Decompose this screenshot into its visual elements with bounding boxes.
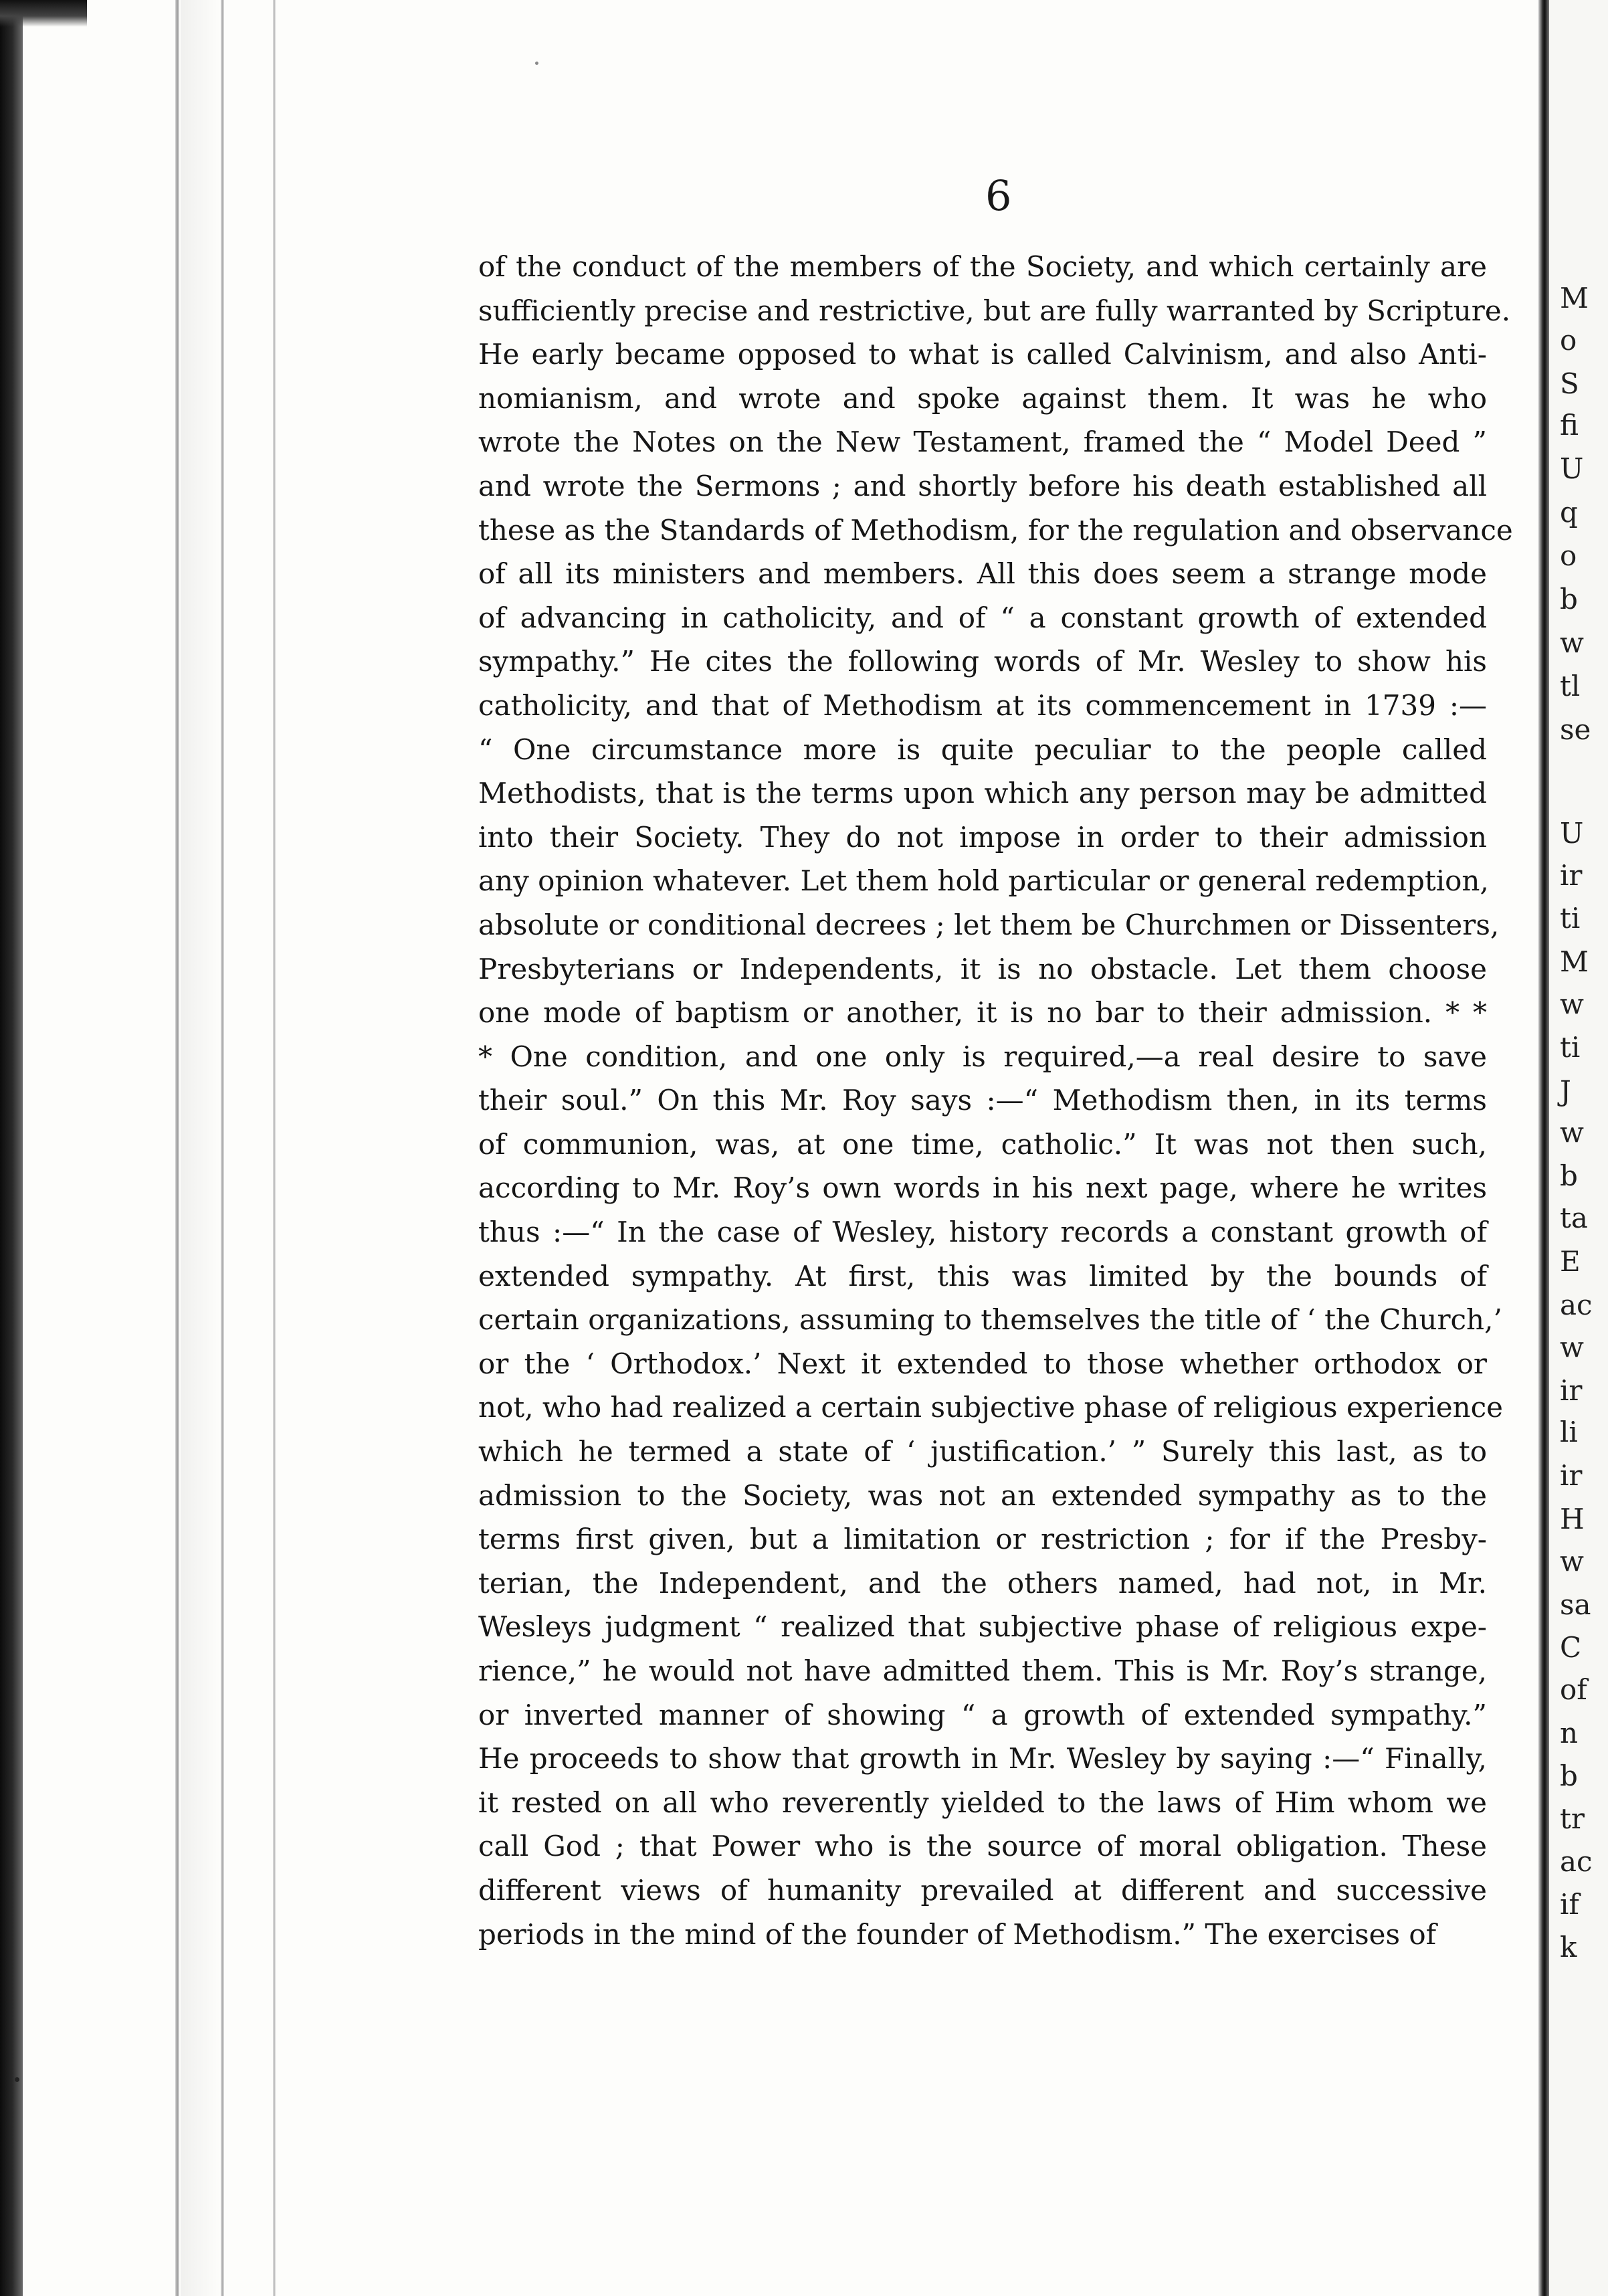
text-line: these as the Standards of Methodism, for the regulation and observance — [478, 513, 1513, 547]
adjacent-page-letter: ir — [1560, 1374, 1583, 1407]
adjacent-page-letter: ac — [1560, 1288, 1593, 1321]
adjacent-page-letter: w — [1560, 626, 1584, 659]
adjacent-page-letter: ti — [1560, 902, 1581, 935]
adjacent-page-letter: b — [1560, 1159, 1578, 1192]
text-line: and wrote the Sermons ; and shortly before his death established all — [478, 469, 1487, 502]
text-line: which he termed a state of ‘ justification.’ ” Surely this last, as to — [478, 1435, 1487, 1468]
text-line: admission to the Society, was not an extended sympathy as to the — [478, 1478, 1487, 1512]
adjacent-page-letter: n — [1560, 1717, 1579, 1749]
text-line: of communion, was, at one time, catholic.” It was not then such, — [478, 1127, 1487, 1161]
dust-speck — [535, 62, 538, 65]
text-line: any opinion whatever. Let them hold particular or general redemption, — [478, 864, 1489, 898]
adjacent-page-letter: H — [1560, 1503, 1585, 1535]
adjacent-page-letter: b — [1560, 1759, 1578, 1792]
adjacent-page-letter: S — [1560, 367, 1579, 400]
adjacent-page-letter: tr — [1560, 1802, 1585, 1835]
adjacent-page-letter: fi — [1560, 409, 1579, 442]
text-line: according to Mr. Roy’s own words in his next page, where he writes — [478, 1171, 1487, 1205]
adjacent-page-letter: tl — [1560, 670, 1581, 702]
text-line: or inverted manner of showing “ a growth of extended sympathy.” — [478, 1698, 1487, 1731]
adjacent-page-letter: if — [1560, 1888, 1579, 1921]
adjacent-page-letter: k — [1560, 1931, 1577, 1964]
text-line: “ One circumstance more is quite peculiar to the people called — [478, 733, 1487, 766]
text-line: not, who had realized a certain subjective phase of religious experience — [478, 1391, 1504, 1424]
book-binding-gutter — [1538, 0, 1549, 2296]
adjacent-page-letter: o — [1560, 539, 1577, 572]
text-line: their soul.” On this Mr. Roy says :—“ Methodism then, in its terms — [478, 1084, 1487, 1117]
adjacent-page-letter: M — [1560, 282, 1589, 314]
scan-left-border — [0, 0, 23, 2296]
text-line: terian, the Independent, and the others named, had not, in Mr. — [478, 1566, 1487, 1600]
adjacent-page-letter: w — [1560, 987, 1584, 1020]
text-line: sufficiently precise and restrictive, but are fully warranted by Scripture. — [478, 294, 1511, 327]
text-line: sympathy.” He cites the following words of Mr. Wesley to show his — [478, 645, 1487, 678]
adjacent-page-letter: o — [1560, 324, 1577, 357]
text-line: absolute or conditional decrees ; let them be Churchmen or Dissenters, — [478, 908, 1500, 941]
adjacent-page-letter: ac — [1560, 1845, 1593, 1878]
text-line: into their Society. They do not impose in order to their admission — [478, 820, 1487, 854]
adjacent-page-letter: q — [1560, 496, 1578, 529]
text-line: Presbyterians or Independents, it is no obstacle. Let them choose — [478, 952, 1487, 985]
page-number: 6 — [985, 171, 1012, 220]
body-text — [478, 245, 1513, 1956]
text-line: nomianism, and wrote and spoke against them. It was he who — [478, 381, 1487, 415]
adjacent-page-letter: M — [1560, 945, 1589, 978]
text-line: thus :—“ In the case of Wesley, history records a constant growth of — [478, 1216, 1487, 1249]
text-line: He early became opposed to what is called Calvinism, and also Anti- — [478, 338, 1487, 371]
text-line: of advancing in catholicity, and of “ a constant growth of extended — [478, 601, 1487, 634]
adjacent-page-letter: ir — [1560, 859, 1583, 892]
stacked-page-edge-1 — [175, 0, 179, 2296]
adjacent-page-letter: J — [1560, 1074, 1571, 1107]
text-line: it rested on all who reverently yielded to the laws of Him whom we — [478, 1786, 1487, 1819]
adjacent-page-letter: C — [1560, 1631, 1582, 1664]
text-line: call God ; that Power who is the source of moral obligation. These — [478, 1830, 1487, 1863]
text-line: Wesleys judgment “ realized that subjective phase of religious expe- — [478, 1610, 1487, 1644]
adjacent-page-letter: ir — [1560, 1459, 1583, 1492]
adjacent-page-letter: w — [1560, 1545, 1584, 1577]
text-line: of all its ministers and members. All this does seem a strange mode — [478, 557, 1487, 591]
text-line: periods in the mind of the founder of Methodism.” The exercises of — [478, 1917, 1437, 1951]
adjacent-page-letter: ti — [1560, 1031, 1581, 1064]
text-line: terms first given, but a limitation or restriction ; for if the Presby- — [478, 1523, 1487, 1556]
text-line: one mode of baptism or another, it is no bar to their admission. * * — [478, 996, 1487, 1030]
adjacent-page-letter: li — [1560, 1416, 1578, 1448]
text-line: catholicity, and that of Methodism at its commencement in 1739 :— — [478, 688, 1487, 722]
adjacent-page-letter: ta — [1560, 1202, 1588, 1234]
adjacent-page-letter: of — [1560, 1673, 1587, 1706]
adjacent-page-letter: sa — [1560, 1588, 1591, 1621]
adjacent-page-fragment — [1549, 0, 1608, 2296]
adjacent-page-letter: w — [1560, 1331, 1584, 1363]
adjacent-page-letter: se — [1560, 713, 1591, 746]
text-line: extended sympathy. At first, this was limited by the bounds of — [478, 1259, 1487, 1293]
text-line: different views of humanity prevailed at different and successive — [478, 1873, 1487, 1907]
adjacent-page-letter: b — [1560, 583, 1578, 615]
text-line: wrote the Notes on the New Testament, framed the “ Model Deed ” — [478, 425, 1487, 459]
stacked-page-edge-3 — [273, 0, 276, 2296]
scan-top-corner-shadow — [0, 0, 87, 27]
text-line: certain organizations, assuming to themselves the title of ‘ the Church,’ — [478, 1303, 1502, 1337]
dust-speck — [15, 2077, 19, 2082]
adjacent-page-letter: w — [1560, 1116, 1584, 1149]
text-line: Methodists, that is the terms upon which any person may be admitted — [478, 777, 1487, 810]
adjacent-page-letter: U — [1560, 452, 1584, 485]
text-line: He proceeds to show that growth in Mr. Wesley by saying :—“ Finally, — [478, 1742, 1487, 1776]
stacked-page-edge-2 — [221, 0, 224, 2296]
adjacent-page-letter: U — [1560, 817, 1584, 850]
text-line: * One condition, and one only is required,—a real desire to save — [478, 1040, 1487, 1073]
page-edge-shadow — [181, 0, 221, 2296]
text-line: or the ‘ Orthodox.’ Next it extended to those whether orthodox or — [478, 1347, 1487, 1380]
text-line: of the conduct of the members of the Society, and which certainly are — [478, 250, 1487, 283]
adjacent-page-letter: E — [1560, 1245, 1581, 1278]
text-line: rience,” he would not have admitted them. This is Mr. Roy’s strange, — [478, 1654, 1487, 1687]
